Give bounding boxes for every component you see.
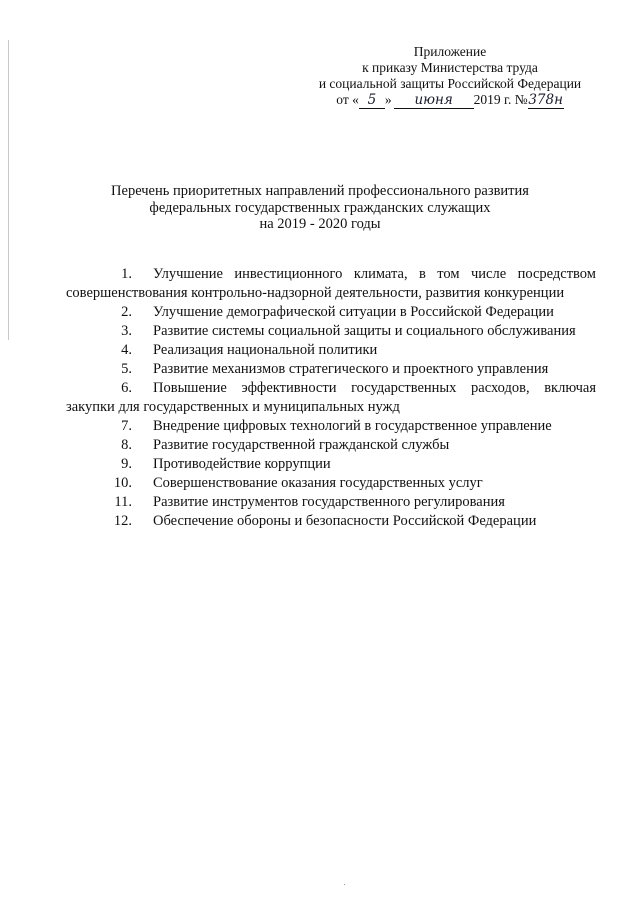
list-item-word: Улучшение [153, 266, 223, 282]
date-mid: » [384, 92, 392, 107]
date-suffix: 2019 г. № [473, 92, 528, 107]
list-item-number: 11. [114, 494, 132, 510]
scan-speck [344, 884, 345, 885]
document-title [100, 183, 540, 233]
list-item-number: 7. [121, 418, 132, 434]
list-item [66, 417, 596, 436]
list-item [66, 341, 596, 360]
list-item-word: числе [471, 266, 507, 282]
list-item [66, 265, 596, 303]
appendix-order-ref: к приказу Министерства труда [362, 60, 538, 75]
list-item-word: инвестиционного [234, 266, 343, 282]
list-item-number: 6. [121, 380, 132, 396]
list-item-text: Внедрение цифровых технологий в государственное управление [153, 418, 552, 434]
list-item-number: 9. [121, 456, 132, 472]
list-item-word: расходов, [471, 380, 530, 396]
list-item-number: 8. [121, 437, 132, 453]
list-item-text: Развитие системы социальной защиты и социального обслуживания [153, 323, 576, 339]
appendix-label: Приложение [413, 44, 487, 59]
date-prefix: от « [336, 92, 359, 107]
list-item-word: в [419, 266, 426, 282]
list-item-text: Развитие механизмов стратегического и проектного управления [153, 361, 549, 377]
list-item-number: 4. [121, 342, 132, 358]
list-item-number: 12. [113, 513, 132, 529]
date-day-handwritten: 5 [359, 92, 385, 109]
list-item [66, 322, 596, 341]
list-item-number: 3. [121, 323, 132, 339]
scan-edge-mark [8, 40, 9, 340]
list-item-text: Развитие государственной гражданской службы [153, 437, 450, 453]
list-item-number: 2. [121, 304, 132, 320]
title-line-2: федеральных государственных гражданских служащих [149, 199, 491, 216]
list-item [66, 360, 596, 379]
appendix-header [300, 44, 600, 109]
list-item-text-line-1 [66, 379, 596, 398]
list-item-text: Реализация национальной политики [153, 342, 378, 358]
appendix-ministry: и социальной защиты Российской Федерации [318, 76, 582, 91]
list-item-text: Обеспечение обороны и безопасности Российской Федерации [153, 513, 537, 529]
list-item [66, 379, 596, 417]
list-item [66, 474, 596, 493]
list-item-number: 1. [121, 266, 132, 282]
list-item-word: том [437, 266, 460, 282]
list-item-word: климата, [353, 266, 408, 282]
list-item-word: включая [544, 380, 596, 396]
list-item-number: 5. [121, 361, 132, 377]
order-number-handwritten: 378н [528, 92, 564, 108]
appendix-date-line [300, 92, 600, 109]
list-item-word: эффективности [241, 380, 337, 396]
list-item-text: Улучшение демографической ситуации в Российской Федерации [153, 304, 554, 320]
priority-list [66, 265, 596, 531]
list-item-word: Повышение [153, 380, 227, 396]
list-item-text: Развитие инструментов государственного регулирования [153, 494, 505, 510]
list-item [66, 303, 596, 322]
date-month-handwritten: июня [394, 92, 474, 109]
list-item-text-line-2: совершенствования контрольно-надзорной деятельности, развития конкуренции [66, 285, 565, 301]
list-item-text: Совершенствование оказания государственных услуг [153, 475, 483, 491]
list-item [66, 455, 596, 474]
list-item-number: 10. [113, 475, 132, 491]
list-item-word: государственных [351, 380, 457, 396]
title-line-1: Перечень приоритетных направлений профессионального развития [111, 183, 529, 199]
list-item [66, 512, 596, 531]
list-item [66, 436, 596, 455]
title-line-3: на 2019 - 2020 годы [259, 216, 381, 232]
list-item-word: посредством [517, 266, 596, 282]
list-item-text-line-2: закупки для государственных и муниципальных нужд [66, 399, 400, 415]
list-item [66, 493, 596, 512]
list-item-text-line-1 [66, 265, 596, 284]
list-item-text: Противодействие коррупции [153, 456, 331, 472]
